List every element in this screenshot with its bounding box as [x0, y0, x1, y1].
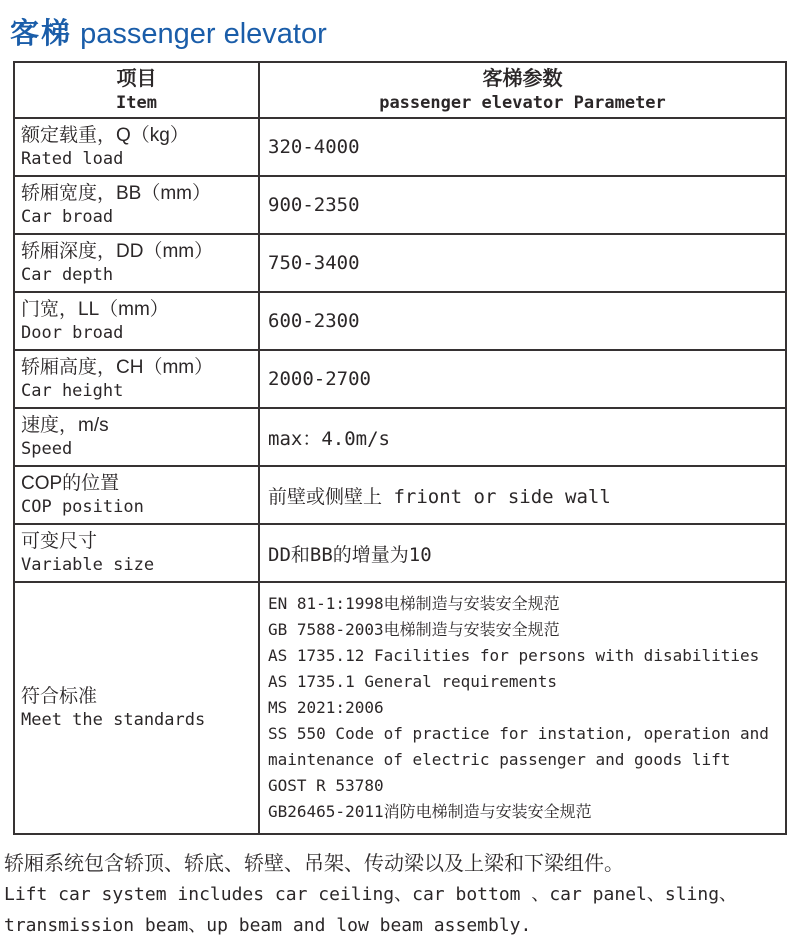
item-cell	[14, 524, 259, 582]
item-cell	[14, 118, 259, 176]
header-item-en: Item	[116, 93, 157, 113]
item-cell	[14, 350, 259, 408]
item-cell	[14, 234, 259, 292]
table-row-car-broad	[14, 176, 786, 234]
value-cell: 2000-2700	[259, 350, 786, 408]
value-cell: 750-3400	[259, 234, 786, 292]
header-parameter-en: passenger elevator Parameter	[379, 93, 666, 113]
item-label-zh: 符合标准	[21, 686, 98, 707]
car-system-note	[4, 849, 800, 941]
parameter-table	[13, 61, 787, 835]
item-label-en: Variable size	[21, 555, 155, 575]
table-header-row	[14, 62, 786, 118]
item-label-en: Car broad	[21, 207, 114, 227]
item-label-zh: 可变尺寸	[21, 531, 98, 552]
standard-line: MS 2021:2006	[268, 698, 384, 717]
standard-line: SS 550 Code of practice for instation, operation and	[268, 724, 769, 743]
table-row-variable-size	[14, 524, 786, 582]
item-cell	[14, 292, 259, 350]
value-cell: DD和BB的增量为10	[259, 524, 786, 582]
item-label-en: Rated load	[21, 149, 124, 169]
item-label-zh: 轿厢高度，CH（mm）	[21, 357, 214, 378]
item-cell	[14, 408, 259, 466]
item-label-zh: 额定载重，Q（kg）	[21, 125, 189, 146]
item-label-zh: COP的位置	[21, 473, 120, 494]
standard-line: AS 1735.12 Facilities for persons with disabilities	[268, 646, 760, 665]
value-cell: 600-2300	[259, 292, 786, 350]
item-label-zh: 轿厢深度，DD（mm）	[21, 241, 214, 262]
header-item-zh: 项目	[116, 68, 157, 90]
item-label-en: Car depth	[21, 265, 114, 285]
page-title	[0, 0, 800, 61]
item-cell	[14, 582, 259, 834]
item-label-en: COP position	[21, 497, 144, 517]
car-system-note-en-line2: transmission beam、up beam and low beam assembly.	[4, 915, 532, 936]
item-label-en: Door broad	[21, 323, 124, 343]
item-cell	[14, 466, 259, 524]
table-row-car-height	[14, 350, 786, 408]
table-row-cop-position	[14, 466, 786, 524]
standard-line: GB 7588-2003电梯制造与安装安全规范	[268, 620, 560, 639]
standard-line: GOST R 53780	[268, 776, 384, 795]
item-label-en: Car height	[21, 381, 124, 401]
value-cell: 320-4000	[259, 118, 786, 176]
value-cell: 900-2350	[259, 176, 786, 234]
item-label-en: Speed	[21, 439, 73, 459]
table-row-standards	[14, 582, 786, 834]
table-row-door-broad	[14, 292, 786, 350]
value-cell: 前壁或侧壁上 friont or side wall	[259, 466, 786, 524]
item-label-zh: 门宽，LL（mm）	[21, 299, 169, 320]
header-parameter	[259, 62, 786, 118]
standard-line: EN 81-1:1998电梯制造与安装安全规范	[268, 594, 560, 613]
item-label-zh: 轿厢宽度，BB（mm）	[21, 183, 212, 204]
item-label-en: Meet the standards	[21, 710, 206, 730]
item-cell	[14, 176, 259, 234]
table-row-speed	[14, 408, 786, 466]
car-system-note-en-line1: Lift car system includes car ceiling、car bottom 、car panel、sling、	[4, 884, 738, 905]
standard-line: maintenance of electric passenger and goods lift	[268, 750, 731, 769]
standard-line: GB26465-2011消防电梯制造与安装安全规范	[268, 802, 592, 821]
table-row-car-depth	[14, 234, 786, 292]
item-label-zh: 速度，m/s	[21, 415, 109, 436]
page-title-en: passenger elevator	[80, 18, 327, 50]
standard-line: AS 1735.1 General requirements	[268, 672, 557, 691]
standards-cell	[259, 582, 786, 834]
value-cell: max：4.0m/s	[259, 408, 786, 466]
car-system-note-zh: 轿厢系统包含轿顶、轿底、轿壁、吊架、传动梁以及上梁和下梁组件。	[4, 853, 624, 875]
header-item	[14, 62, 259, 118]
table-row-rated-load	[14, 118, 786, 176]
page-title-zh: 客梯	[10, 16, 73, 50]
header-parameter-zh: 客梯参数	[482, 68, 563, 90]
